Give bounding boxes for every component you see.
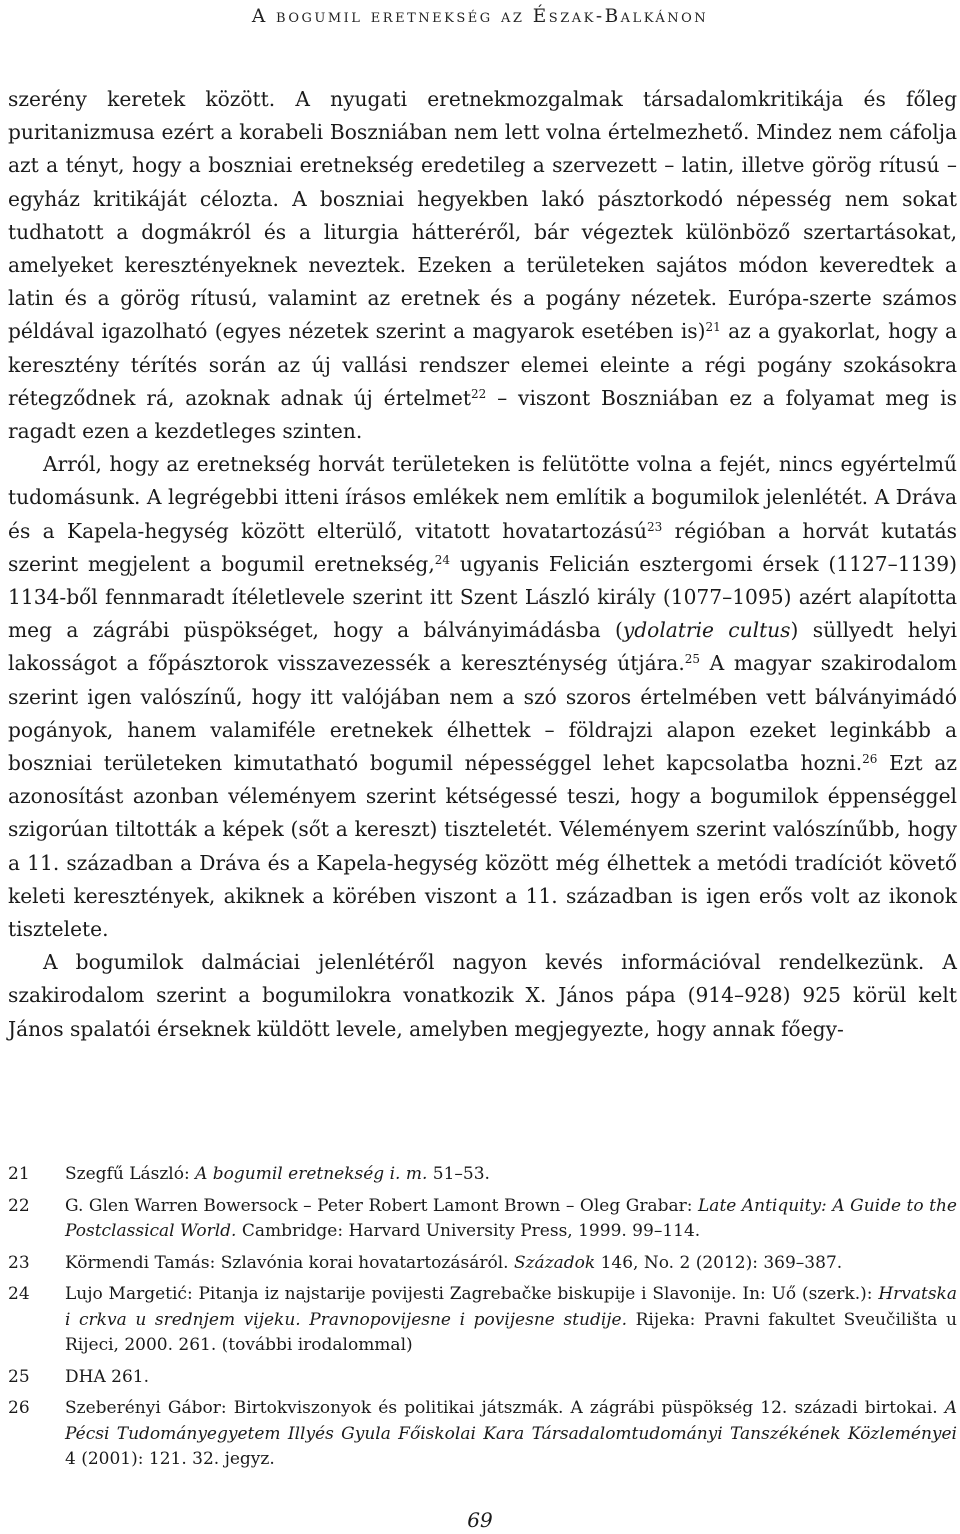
- italic-text: Századok: [513, 1252, 596, 1273]
- footnote: [8, 1365, 957, 1391]
- footnote-text: [65, 1194, 957, 1245]
- text-run: G. Glen Warren Bowersock – Peter Robert Lamont Brown – Oleg Grabar:: [65, 1195, 699, 1216]
- footnote-text: [65, 1365, 957, 1391]
- footnote-reference: 22: [470, 386, 487, 401]
- footnote-number: 26: [8, 1398, 30, 1418]
- italic-text: A bogumil eretnekség i. m.: [195, 1164, 428, 1184]
- footnote-number: 25: [8, 1366, 30, 1387]
- text-run: Szegfű László:: [65, 1164, 196, 1184]
- text-run: 146, No. 2 (2012): 369–387.: [595, 1252, 843, 1273]
- footnote-number: 21: [8, 1164, 30, 1184]
- footnote: [8, 1194, 957, 1245]
- italic-text: A Pécsi Tudományegyetem Illyés Gyula Főiskolai Kara Társadalomtudományi Tanszékének Közleményei: [65, 1398, 957, 1444]
- text-run: Körmendi Tamás: Szlavónia korai hovatartozásáról.: [65, 1252, 514, 1273]
- footnote-text: [65, 1162, 957, 1188]
- footnote: [8, 1162, 957, 1188]
- text-run: Ezt az azonosítást azonban véleményem szerint kétségessé teszi, hogy a bogumilok éppenséggel szigorúan tiltották a képek (sőt a kereszt) tiszteletét. Véleményem szerint valószínűbb, hogy a 11. században a Dráva és a Kapela-hegység között még élhettek a metódi tradíciót követő keleti keresztények, akiknek a körében viszont a 11. században is igen erős volt az ikonok tisztelete.: [8, 751, 957, 942]
- italic-text: Late Antiquity: A Guide to the Postclassical World.: [65, 1195, 957, 1241]
- text-run: A magyar szakirodalom szerint igen valószínű, hogy itt valójában nem a szó szoros értelmében vett bálványimádó pogányok, hanem valamiféle eretnekek élhettek – földrajzi alapon ezeket leginkább a boszniai területeken kimutatható bogumil népességgel lehet kapcsolatba hozni.: [8, 651, 957, 776]
- text-run: Szeberényi Gábor: Birtokviszonyok és politikai játszmák. A zágrábi püspökség 12. századi birtokai.: [65, 1398, 945, 1418]
- text-run: ugyanis Felicián esztergomi érsek (1127–1139) 1134-ből fennmaradt ítéletlevele szerint itt Szent László király (1077–1095) azért alapította meg a zágrábi püspökséget, hogy a bálványimádásba (: [8, 551, 957, 643]
- text-run: Cambridge: Harvard University Press, 1999. 99–114.: [236, 1221, 701, 1241]
- text-run: ) süllyedt helyi lakosságot a főpásztorok visszavezessék a kereszténység útjára.: [8, 618, 957, 676]
- text-run: az a gyakorlat, hogy a keresztény térítés során az új vallási rendszer elemei eleinte a régi pogány szokásokra rétegződnek rá, azoknak adnak új értelmet: [8, 319, 958, 410]
- footnotes-section: [8, 1162, 957, 1479]
- main-body-text: [8, 83, 957, 1046]
- text-run: régióban a horvát kutatás szerint megjelent a bogumil eretnekség,: [8, 518, 958, 576]
- text-run: Arról, hogy az eretnekség horvát területeken is felütötte volna a fejét, nincs egyértelmű tudomásunk. A legrégebbi itteni írásos emlékek nem említik a bogumilok jelenlétét. A Dráva és a Kapela-hegység között elterülő, vitatott hovatartozású: [8, 452, 957, 543]
- italic-text: Hrvatska i crkva u srednjem vijeku. Pravnopovijesne i povijesne studije.: [65, 1284, 957, 1330]
- text-run: A bogumilok dalmáciai jelenlétéről nagyon kevés információval rendelkezünk. A szakirodalom szerint a bogumilokra vonatkozik X. János pápa (914–928) 925 körül kelt János spalatói érseknek küldött levele, amelyben megjegyezte, hogy annak főegy-: [8, 950, 957, 1041]
- footnote-reference: 25: [684, 652, 701, 667]
- footnote-number: 22: [8, 1195, 30, 1216]
- footnote: [8, 1396, 957, 1473]
- text-run: DHA 261.: [65, 1366, 149, 1387]
- footnote-number: 24: [8, 1284, 30, 1304]
- footnote-text: [65, 1251, 957, 1277]
- body-paragraph: [8, 83, 957, 448]
- text-run: Lujo Margetić: Pitanja iz najstarije povijesti Zagrebačke biskupije i Slavonije. In: Uő (szerk.):: [65, 1284, 879, 1304]
- footnote-text: [65, 1282, 957, 1359]
- footnote-number: 23: [8, 1252, 30, 1273]
- footnote-reference: 24: [434, 552, 451, 567]
- page-number: 69: [467, 1508, 493, 1532]
- body-paragraph: [8, 448, 957, 946]
- text-run: Rijeka: Pravni fakultet Sveučilišta u Rijeci, 2000. 261. (további irodalommal): [65, 1309, 957, 1355]
- footnote-reference: 21: [705, 320, 721, 335]
- footnote: [8, 1251, 957, 1277]
- body-paragraph: [8, 946, 957, 1046]
- text-run: szerény keretek között. A nyugati eretnekmozgalmak társadalomkritikája és főleg puritanizmusa ezért a korabeli Boszniában nem lett volna értelmezhető. Mindez nem cáfolja azt a tényt, hogy a boszniai eretnekség eredetileg a szervezett – latin, illetve görög rítusú – egyház kritikáját célozta. A boszniai hegyekben lakó pásztorkodó népesség nem sokat tudhatott a dogmákról és a liturgia hátteréről, bár végeztek különböző szertartásokat, amelyeket keresztényeknek neveztek. Ezeken a területeken sajátos módon keveredtek a latin és a görög rítusú, valamint az eretnek és a pogány nézetek. Európa-szerte számos példával igazolható (egyes nézetek szerint a magyarok esetében is): [8, 87, 957, 344]
- italic-text: ydolatrie cultus: [622, 618, 791, 643]
- running-head: A bogumil eretnekség az Észak-Balkánon: [251, 6, 709, 27]
- footnote-text: [65, 1396, 957, 1473]
- text-run: – viszont Boszniában ez a folyamat meg is ragadt ezen a kezdetleges szinten.: [8, 385, 957, 444]
- text-run: 4 (2001): 121. 32. jegyz.: [65, 1449, 275, 1469]
- footnote-reference: 23: [646, 519, 663, 534]
- text-run: 51–53.: [427, 1164, 490, 1184]
- footnote: [8, 1282, 957, 1359]
- footnote-reference: 26: [862, 752, 878, 767]
